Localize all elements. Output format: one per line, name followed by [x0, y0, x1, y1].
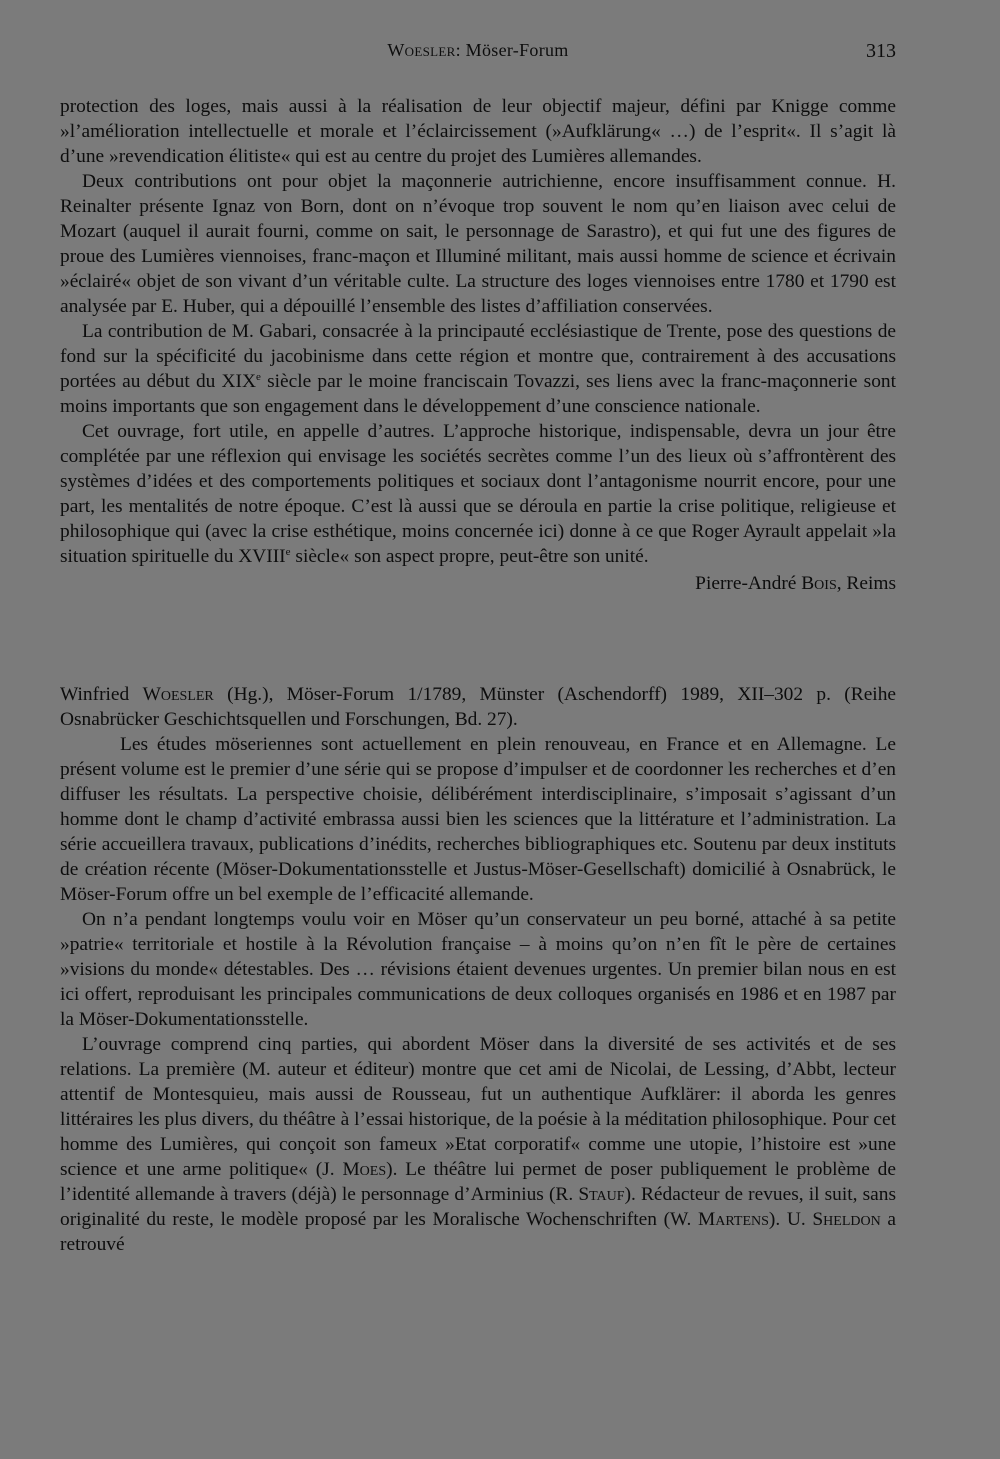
text-run: (Hg.), Möser-Forum 1/1789, Münster (Aschendorff) 1989, XII–302 p. (Reihe Osnabrücker Geschichtsquellen und Forschungen, Bd. 27). — [60, 684, 896, 730]
reviewer-name: Pierre-André — [695, 573, 802, 594]
text-run: Cet ouvrage, fort utile, en appelle d’autres. L’approche historique, indispensable, devra un jour être complétée par une réflexion qui envisage les sociétés secrètes comme l’un des lieux où s’affrontèrent des systèmes d’idées et des comportements politiques et sociaux dont l’antagonisme nourrit encore, pour une part, les mentalités de notre époque. C’est là aussi que se déroula en partie la crise politique, religieuse et philosophique qui (avec la crise esthétique, moins concernée ici) donne à ce que Roger Ayrault appelait »la situation spirituelle du XVIII — [60, 421, 896, 567]
reviewer-place: , Reims — [836, 573, 896, 594]
review-1-paragraph-4 — [60, 419, 896, 569]
text-run: ). Le théâtre lui permet de poser publiquement le problème de l’identité allemande à travers (déjà) le personnage d’Arminius (R. — [60, 1159, 896, 1205]
text-run: siècle« son aspect propre, peut-être son unité. — [290, 546, 649, 567]
section-gap — [60, 596, 896, 682]
text-run: Winfried — [60, 684, 143, 705]
cited-author: Martens — [698, 1209, 769, 1230]
cited-author: Stauf — [578, 1184, 625, 1205]
review-1-paragraph-2: Deux contributions ont pour objet la maçonnerie autrichienne, encore insuffisamment connue. H. Reinalter présente Ignaz von Born, dont on n’évoque trop souvent le nom qu’en liaison avec celui de Mozart (auquel il aurait fourni, comme on sait, le personnage de Sarastro), et qui fut une des figures de proue des Lumières viennoises, franc-maçon et Illuminé militant, mais aussi homme de science et écrivain »éclairé« objet de son vivant d’un véritable culte. La structure des loges viennoises entre 1780 et 1790 est analysée par E. Huber, qui a dépouillé l’ensemble des listes d’affiliation conservées. — [60, 171, 896, 317]
cited-author: Moes — [342, 1159, 387, 1180]
text-run: L’ouvrage comprend cinq parties, qui abordent Möser dans la diversité de ses activités et de ses relations. La première (M. auteur et éditeur) montre que cet ami de Nicolai, de Lessing, d’Abbt, lecteur attentif de Montesquieu, mais aussi de Rousseau, fut un authentique Aufklärer: il aborda les genres littéraires les plus divers, du théâtre à l’essai historique, de la poésie à la méditation philosophique. Pour cet homme des Lumières, qui conçoit son fameux »Etat corporatif« comme une utopie, l’histoire est »une science et une arme politique« (J. — [60, 1034, 896, 1180]
review-2-paragraph-2: On n’a pendant longtemps voulu voir en Möser qu’un conservateur un peu borné, attaché à sa petite »patrie« territoriale et hostile à la Révolution française – à moins qu’on n’en fît le père de certaines »visions du monde« détestables. Des … révisions étaient devenues urgentes. Un premier bilan nous en est ici offert, reproduisant les principales communications de deux colloques organisés en 1986 et en 1987 par la Möser-Dokumentationsstelle. — [60, 909, 896, 1030]
page-body — [60, 94, 896, 1257]
text-run: ). U. — [768, 1209, 813, 1230]
text-run: ). Rédacteur de revues, il suit, sans originalité du reste, le modèle proposé par les Moralische Wochenschriften (W. — [60, 1184, 897, 1230]
review-1 — [60, 94, 896, 596]
text-run: La contribution de M. Gabari, consacrée à la principauté ecclésiastique de Trente, pose des questions de fond sur la spécificité du jacobinisme dans cette région et montre que, contrairement à des accusations portées au début du XIX — [60, 321, 896, 392]
cited-author: Sheldon — [812, 1209, 881, 1230]
header-author: Woesler — [387, 40, 456, 60]
running-title — [60, 40, 896, 61]
review-2-paragraph-1: Les études möseriennes sont actuellement en plein renouveau, en France et en Allemagne. Le présent volume est le premier d’une série qui se propose d’impulser et de coordonner les recherches et d’en diffuser les résultats. La perspective choisie, délibérément interdisciplinaire, s’imposait s’agissant d’un homme dont le champ d’activité embrassa aussi bien les sciences que la littérature et l’administration. La série accueillera travaux, publications d’inédits, recherches bibliographiques etc. Soutenu par deux instituts de création récente (Möser-Dokumentationsstelle et Justus-Möser-Gesellschaft) domicilié à Osnabrück, le Möser-Forum offre un bel exemple de l’efficacité allemande. — [60, 734, 896, 905]
bibliographic-entry — [60, 682, 896, 732]
review-1-paragraph-3 — [60, 319, 896, 419]
review-2-paragraph-3 — [60, 1032, 896, 1257]
superscript: e — [255, 371, 261, 383]
text-run: siècle par le moine franciscain Tovazzi, ses liens avec la franc-maçonnerie sont moins importants que son engagement dans le développement d’une conscience nationale. — [60, 371, 896, 417]
reviewer-surname: Bois — [801, 573, 837, 594]
superscript: e — [285, 546, 291, 558]
review-2 — [60, 682, 896, 1257]
page-number: 313 — [866, 40, 896, 62]
header-title: : Möser-Forum — [455, 40, 569, 60]
running-header — [60, 40, 896, 70]
text-run: a retrouvé — [60, 1209, 896, 1255]
editor-surname: Woesler — [142, 684, 214, 705]
reviewer-signature — [60, 571, 896, 596]
review-1-paragraph-1: protection des loges, mais aussi à la réalisation de leur objectif majeur, défini par Knigge comme »l’amélioration intellectuelle et morale et l’éclaircissement (»Aufklärung« …) de l’esprit«. Il s’agit là d’une »revendication élitiste« qui est au centre du projet des Lumières allemandes. — [60, 96, 896, 167]
